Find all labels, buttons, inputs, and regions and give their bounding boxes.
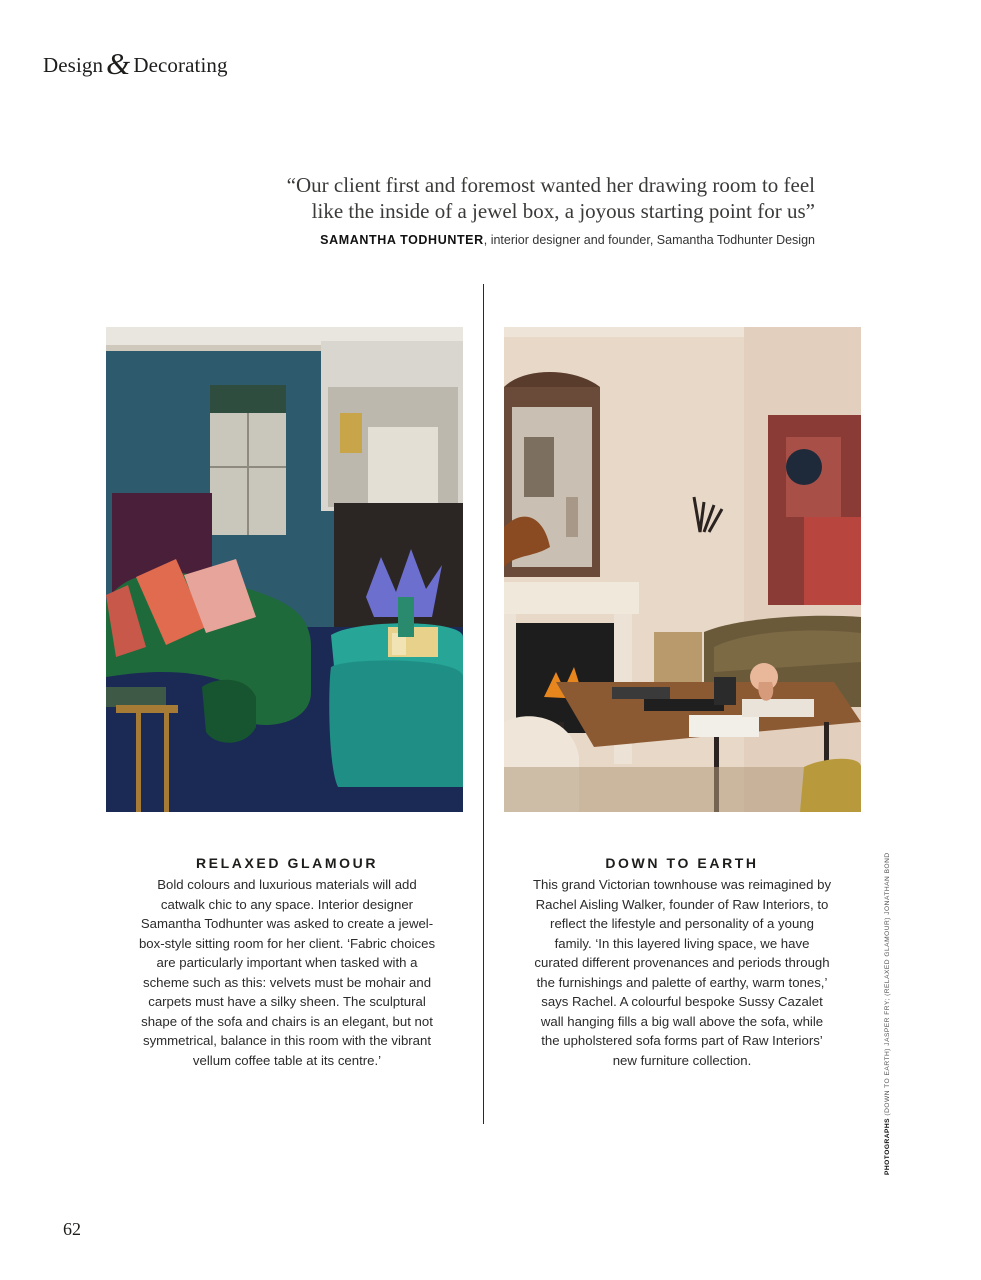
section-ampersand: & (106, 46, 131, 81)
photo-credits-text: (DOWN TO EARTH) JASPER FRY; (RELAXED GLAMOUR) JONATHAN BOND (884, 852, 891, 1118)
photo-credits-label: PHOTOGRAPHS (884, 1117, 891, 1175)
section-header (43, 44, 228, 80)
pull-quote-line-2: like the inside of a jewel box, a joyous starting point for us” (311, 199, 815, 223)
down-to-earth-photo (504, 327, 861, 812)
relaxed-glamour-photo (106, 327, 463, 812)
quote-attribution-name: SAMANTHA TODHUNTER (320, 233, 484, 247)
relaxed-glamour-body: Bold colours and luxurious materials will add catwalk chic to any space. Interior designer Samantha Todhunter was asked to create a jewel-box-style sitting room for her client. ‘Fabric choices are particularly important when tasked with a scheme such as this: velvets must be mohair and carpets must have a silky sheen. The sculptural shape of the sofa and chairs is an elegant, but not symmetrical, balance in this room with the vibrant vellum coffee table at its centre.’ (138, 877, 436, 1068)
down-to-earth-body: This grand Victorian townhouse was reimagined by Rachel Aisling Walker, founder of Raw Interiors, to reflect the lifestyle and personality of a young family. ‘In this layered living space, we have curated different provenances and periods through the furnishings and palette of earthy, warm tones,’ says Rachel. A colourful bespoke Sussy Cazalet wall hanging fills a big wall above the sofa, while the upholstered sofa forms part of Raw Interiors’ new furniture collection. (532, 877, 832, 1068)
down-to-earth-heading: DOWN TO EARTH (605, 855, 759, 871)
quote-attribution-role: , interior designer and founder, Samantha Todhunter Design (483, 233, 815, 247)
down-to-earth-illustration (504, 327, 861, 812)
section-label-design: Design (43, 53, 104, 77)
relaxed-glamour-column (137, 855, 437, 1070)
photo-credits (884, 852, 891, 1175)
section-label-decorating: Decorating (133, 53, 228, 77)
relaxed-glamour-illustration (106, 327, 463, 812)
quote-attribution (115, 233, 815, 247)
page-number: 62 (63, 1219, 81, 1239)
column-divider (483, 284, 484, 1124)
relaxed-glamour-heading: RELAXED GLAMOUR (195, 855, 379, 871)
pull-quote-line-1: “Our client first and foremost wanted her drawing room to feel (286, 173, 815, 197)
pull-quote (175, 172, 815, 224)
down-to-earth-column (532, 855, 832, 1070)
